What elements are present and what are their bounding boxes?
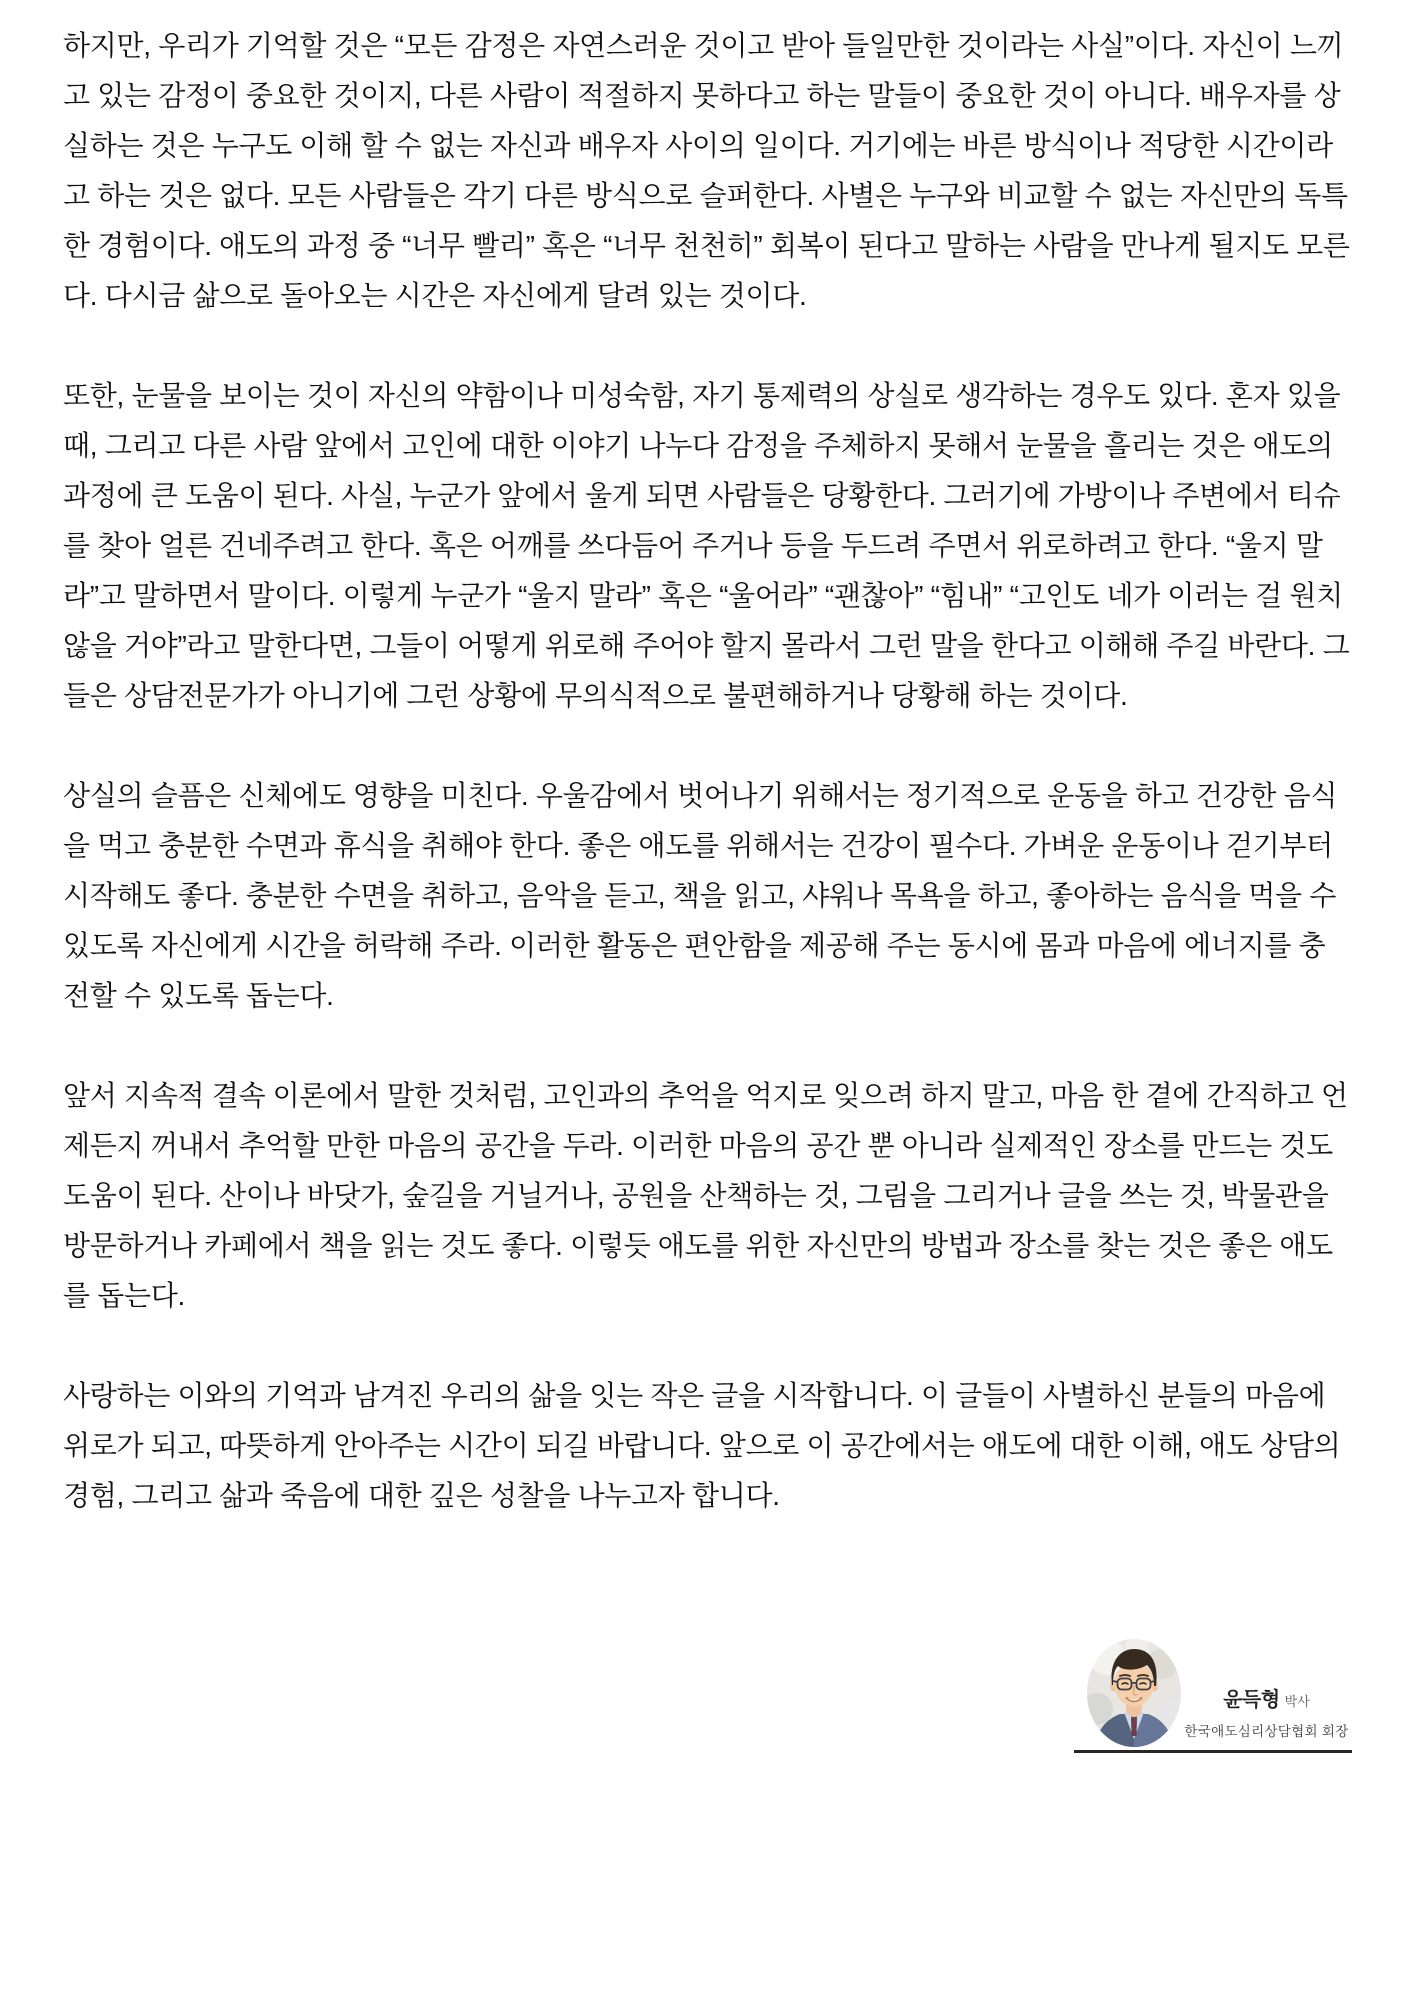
author-section — [1074, 1639, 1352, 1753]
author-byline-row — [1074, 1639, 1352, 1747]
paragraph-4: 앞서 지속적 결속 이론에서 말한 것처럼, 고인과의 추억을 억지로 잊으려 하지 말고, 마음 한 곁에 간직하고 언제든지 꺼내서 추억할 만한 마음의 공간을 두라. 이러한 마음의 공간 뿐 아니라 실제적인 장소를 만드는 것도 도움이 된다. 산이나 바닷가, 숲길을 거닐거나, 공원을 산책하는 것, 그림을 그리거나 글을 쓰는 것, 박물관을 방문하거나 카페에서 책을 읽는 것도 좋다. 이렇듯 애도를 위한 자신만의 방법과 장소를 찾는 것은 좋은 애도를 돕는다. — [63, 1080, 1348, 1311]
author-photo — [1087, 1639, 1181, 1747]
author-title: 박사 — [1284, 1694, 1310, 1709]
author-name-row — [1181, 1683, 1352, 1712]
paragraph-1: 하지만, 우리가 기억할 것은 “모든 감정은 자연스러운 것이고 받아 들일만한 것이라는 사실”이다. 자신이 느끼고 있는 감정이 중요한 것이지, 다른 사람이 적절하지 못하다고 하는 말들이 중요한 것이 아니다. 배우자를 상실하는 것은 누구도 이해 할 수 없는 자신과 배우자 사이의 일이다. 거기에는 바른 방식이나 적당한 시간이라고 하는 것은 없다. 모든 사람들은 각기 다른 방식으로 슬퍼한다. 사별은 누구와 비교할 수 없는 자신만의 독특한 경험이다. 애도의 과정 중 “너무 빨리” 혹은 “너무 천천히” 회복이 된다고 말하는 사람을 만나게 될지도 모른다. 다시금 삶으로 돌아오는 시간은 자신에게 달려 있는 것이다. — [63, 30, 1350, 311]
author-portrait-icon — [1087, 1639, 1181, 1747]
author-affiliation: 한국애도심리상담협회 회장 — [1184, 1724, 1349, 1739]
author-divider — [1074, 1750, 1352, 1753]
paragraph-2: 또한, 눈물을 보이는 것이 자신의 약함이나 미성숙함, 자기 통제력의 상실로 생각하는 경우도 있다. 혼자 있을 때, 그리고 다른 사람 앞에서 고인에 대한 이야기 나누다 감정을 주체하지 못해서 눈물을 흘리는 것은 애도의 과정에 큰 도움이 된다. 사실, 누군가 앞에서 울게 되면 사람들은 당황한다. 그러기에 가방이나 주변에서 티슈를 찾아 얼른 건네주려고 한다. 혹은 어깨를 쓰다듬어 주거나 등을 두드려 주면서 위로하려고 한다. “울지 말라”고 말하면서 말이다. 이렇게 누군가 “울지 말라” 혹은 “울어라” “괜찮아” “힘내” “고인도 네가 이러는 걸 원치 않을 거야”라고 말한다면, 그들이 어떻게 위로해 주어야 할지 몰라서 그런 말을 한다고 이해해 주길 바란다. 그들은 상담전문가가 아니기에 그런 상황에 무의식적으로 불편해하거나 당황해 하는 것이다. — [63, 380, 1350, 711]
paragraph-3: 상실의 슬픔은 신체에도 영향을 미친다. 우울감에서 벗어나기 위해서는 정기적으로 운동을 하고 건강한 음식을 먹고 충분한 수면과 휴식을 취해야 한다. 좋은 애도를 위해서는 건강이 필수다. 가벼운 운동이나 걷기부터 시작해도 좋다. 충분한 수면을 취하고, 음악을 듣고, 책을 읽고, 샤워나 목욕을 하고, 좋아하는 음식을 먹을 수 있도록 자신에게 시간을 허락해 주라. 이러한 활동은 편안함을 제공해 주는 동시에 몸과 마음에 에너지를 충전할 수 있도록 돕는다. — [63, 780, 1338, 1011]
author-text-block — [1181, 1683, 1352, 1740]
paragraph-5: 사랑하는 이와의 기억과 남겨진 우리의 삶을 잇는 작은 글을 시작합니다. 이 글들이 사별하신 분들의 마음에 위로가 되고, 따뜻하게 안아주는 시간이 되길 바랍니다. 앞으로 이 공간에서는 애도에 대한 이해, 애도 상담의 경험, 그리고 삶과 죽음에 대한 깊은 성찰을 나누고자 합니다. — [63, 1380, 1341, 1511]
author-name: 윤득형 — [1223, 1689, 1280, 1711]
